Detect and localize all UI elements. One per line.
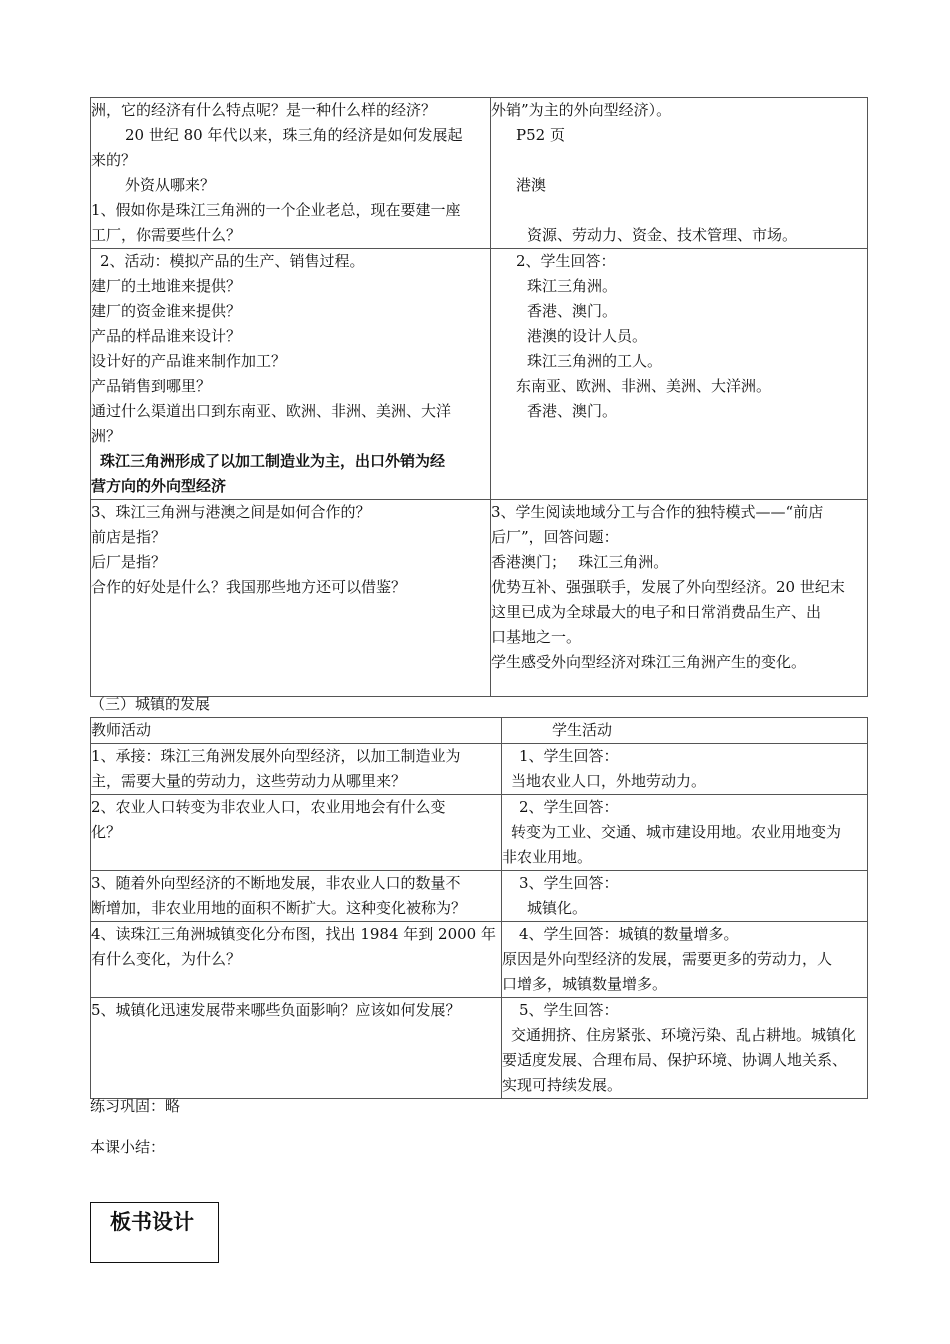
student-cell: 4、学生回答：城镇的数量增多。 原因是外向型经济的发展，需要更多的劳动力，人 口增多，城镇数量增多。 <box>502 922 868 998</box>
table-row <box>91 998 868 1099</box>
student-cell: 外销”为主的外向型经济）。 P52 页 港澳 资源、劳动力、资金、技术管理、市场。 <box>491 98 868 249</box>
practice-text: 练习巩固：略 <box>90 1097 181 1115</box>
activity-table-1 <box>90 97 868 697</box>
teacher-cell: 3、随着外向型经济的不断地发展，非农业人口的数量不 断增加，非农业用地的面积不断扩大。这种变化被称为？ <box>91 871 502 922</box>
summary-text: 本课小结： <box>90 1138 166 1156</box>
teacher-cell: 1、承接：珠江三角洲发展外向型经济，以加工制造业为 主，需要大量的劳动力，这些劳动力从哪里来？ <box>91 744 502 795</box>
activity-table-2 <box>90 717 868 1099</box>
board-design-box <box>90 1202 219 1263</box>
teacher-cell: 4、读珠江三角洲城镇变化分布图，找出 1984 年到 2000 年 有什么变化，为什么？ <box>91 922 502 998</box>
student-cell: 3、学生回答： 城镇化。 <box>502 871 868 922</box>
table-row <box>91 922 868 998</box>
table-row <box>91 500 868 697</box>
teacher-cell: 洲，它的经济有什么特点呢？是一种什么样的经济？ 20 世纪 80 年代以来，珠三角的经济是如何发展起 来的？ 外资从哪来？ 1、假如你是珠江三角洲的一个企业老总，现在要建一座 工厂，你需要些什么？ <box>91 98 491 249</box>
student-cell: 1、学生回答： 当地农业人口，外地劳动力。 <box>502 744 868 795</box>
column-header-student: 学生活动 <box>502 718 868 744</box>
student-cell: 3、学生阅读地域分工与合作的独特模式——“前店 后厂”，回答问题： 香港澳门； 珠江三角洲。 优势互补、强强联手，发展了外向型经济。20 世纪末 这里已成为全球最大的电子和日常消费品生产、出 口基地之一。 学生感受外向型经济对珠江三角洲产生的变化。 <box>491 500 868 697</box>
table-row <box>91 795 868 871</box>
teacher-cell: 5、城镇化迅速发展带来哪些负面影响？应该如何发展？ <box>91 998 502 1099</box>
teacher-cell: 3、珠江三角洲与港澳之间是如何合作的？ 前店是指？ 后厂是指？ 合作的好处是什么？我国那些地方还可以借鉴？ <box>91 500 491 697</box>
table-row <box>91 249 868 500</box>
teacher-cell: 2、农业人口转变为非农业人口，农业用地会有什么变 化？ <box>91 795 502 871</box>
student-cell: 2、学生回答： 转变为工业、交通、城市建设用地。农业用地变为 非农业用地。 <box>502 795 868 871</box>
student-cell: 5、学生回答： 交通拥挤、住房紧张、环境污染、乱占耕地。城镇化 要适度发展、合理布局、保护环境、协调人地关系、 实现可持续发展。 <box>502 998 868 1099</box>
table-header-row <box>91 718 868 744</box>
column-header-teacher: 教师活动 <box>91 718 502 744</box>
student-cell: 2、学生回答： 珠江三角洲。 香港、澳门。 港澳的设计人员。 珠江三角洲的工人。 东南亚、欧洲、非洲、美洲、大洋洲。 香港、澳门。 <box>491 249 868 500</box>
board-design-title: 板书设计 <box>110 1209 194 1234</box>
table-row <box>91 744 868 795</box>
teacher-cell: 2、活动：模拟产品的生产、销售过程。 建厂的土地谁来提供？ 建厂的资金谁来提供？ 产品的样品谁来设计？ 设计好的产品谁来制作加工？ 产品销售到哪里？ 通过什么渠道出口到东南亚、欧洲、非洲、美洲、大洋 洲？ 珠江三角洲形成了以加工制造业为主，出口外销为经 营方向的外向型经济 <box>91 249 491 500</box>
section-title: （三）城镇的发展 <box>90 695 211 713</box>
table-row <box>91 98 868 249</box>
table-row <box>91 871 868 922</box>
